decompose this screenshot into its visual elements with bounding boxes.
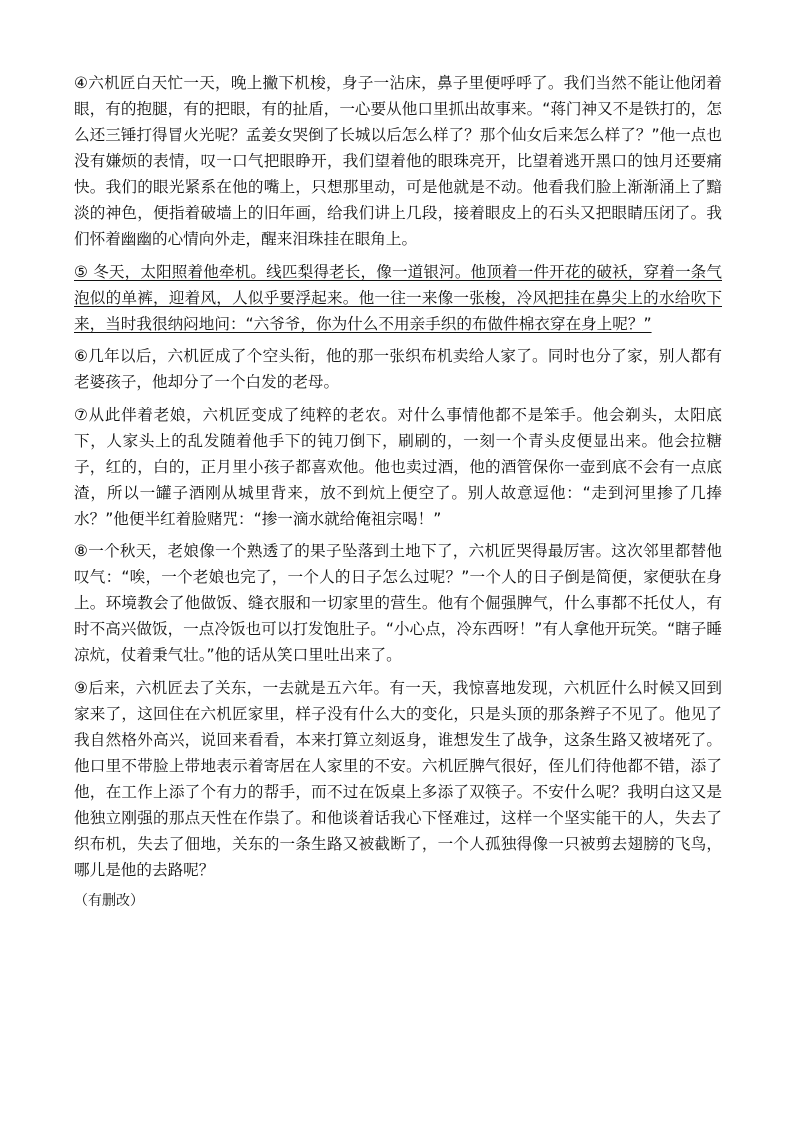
paragraph-5-underlined-text: ⑤ 冬天，太阳照着他牵机。线匹梨得老长，像一道银河。他顶着一件开花的破袄，穿着一条气泡似的单裤，迎着风，人似乎要浮起来。他一往一来像一张梭，冷风把挂在鼻尖上的水给吹下来，当时我很纳闷地问：“六爷爷，你为什么不用亲手织的布做件棉衣穿在身上呢？” — [74, 262, 722, 333]
paragraph-5 — [74, 259, 722, 337]
paragraph-9: ⑨后来，六机匠去了关东，一去就是五六年。有一天，我惊喜地发现，六机匠什么时候又回到家来了，这回住在六机匠家里，样子没有什么大的变化，只是头顶的那条辫子不见了。他见了我自然格外高兴，说回来看看，本来打算立刻返身，谁想发生了战争，这条生路又被堵死了。他口里不带脸上带地表示着寄居在人家里的不安。六机匠脾气很好，侄儿们待他都不错，添了他，在工作上添了个有力的帮手，而不过在饭桌上多添了双筷子。不安什么呢？我明白这又是他独立刚强的那点天性在作祟了。和他谈着话我心下怪难过，这样一个坚实能干的人，失去了织布机，失去了佃地，关东的一条生路又被截断了，一个人孤独得像一只被剪去翅膀的飞鸟，哪儿是他的去路呢？ — [74, 678, 722, 879]
paragraph-7: ⑦从此伴着老娘，六机匠变成了纯粹的老农。对什么事情他都不是笨手。他会剃头，太阳底下，人家头上的乱发随着他手下的钝刀倒下，刷刷的，一刻一个青头皮便显出来。他会拉糖子，红的，白的，正月里小孩子都喜欢他。他也卖过酒，他的酒管保你一壶到底不会有一点底渣，所以一罐子酒刚从城里背来，放不到炕上便空了。别人故意逗他：“走到河里掺了几捧水？”他便半红着脸赌咒：“掺一滴水就给俺祖宗喝！” — [74, 405, 722, 528]
document-page — [74, 70, 722, 913]
adaptation-note: （有删改） — [74, 893, 144, 909]
paragraph-4: ④六机匠白天忙一天，晚上撇下机梭，身子一沾床，鼻子里便呼呼了。我们当然不能让他闭着眼，有的抱腿，有的把眼，有的扯盾，一心要从他口里抓出故事来。“蒋门神又不是铁打的，怎么还三锤打得冒火光呢？孟姜女哭倒了长城以后怎么样了？那个仙女后来怎么样了？”他一点也没有嫌烦的表情，叹一口气把眼睁开，我们望着他的眼珠亮开，比望着逃开黑口的蚀月还要痛快。我们的眼光紧系在他的嘴上，只想那里动，可是他就是不动。他看我们脸上渐渐涌上了黯淡的神色，便指着破墙上的旧年画，给我们讲上几段，接着眼皮上的石头又把眼睛压闭了。我们怀着幽幽的心情向外走，醒来泪珠挂在眼角上。 — [74, 74, 722, 248]
paragraph-6: ⑥几年以后，六机匠成了个空头衔，他的那一张织布机卖给人家了。同时也分了家，别人都有老婆孩子，他却分了一个白发的老母。 — [74, 347, 722, 391]
paragraph-8: ⑧一个秋天，老娘像一个熟透了的果子坠落到土地下了，六机匠哭得最厉害。这次邻里都替他叹气：“唉，一个老娘也完了，一个人的日子怎么过呢？”一个人的日子倒是简便，家便驮在身上。环境教会了他做饭、缝衣服和一切家里的营生。他有个倔强脾气，什么事都不托仗人，有时不高兴做饭，一点冷饭也可以打发饱肚子。“小心点，冷东西呀！”有人拿他开玩笑。“瞎子睡凉炕，仗着秉气壮。”他的话从笑口里吐出来了。 — [74, 542, 722, 664]
